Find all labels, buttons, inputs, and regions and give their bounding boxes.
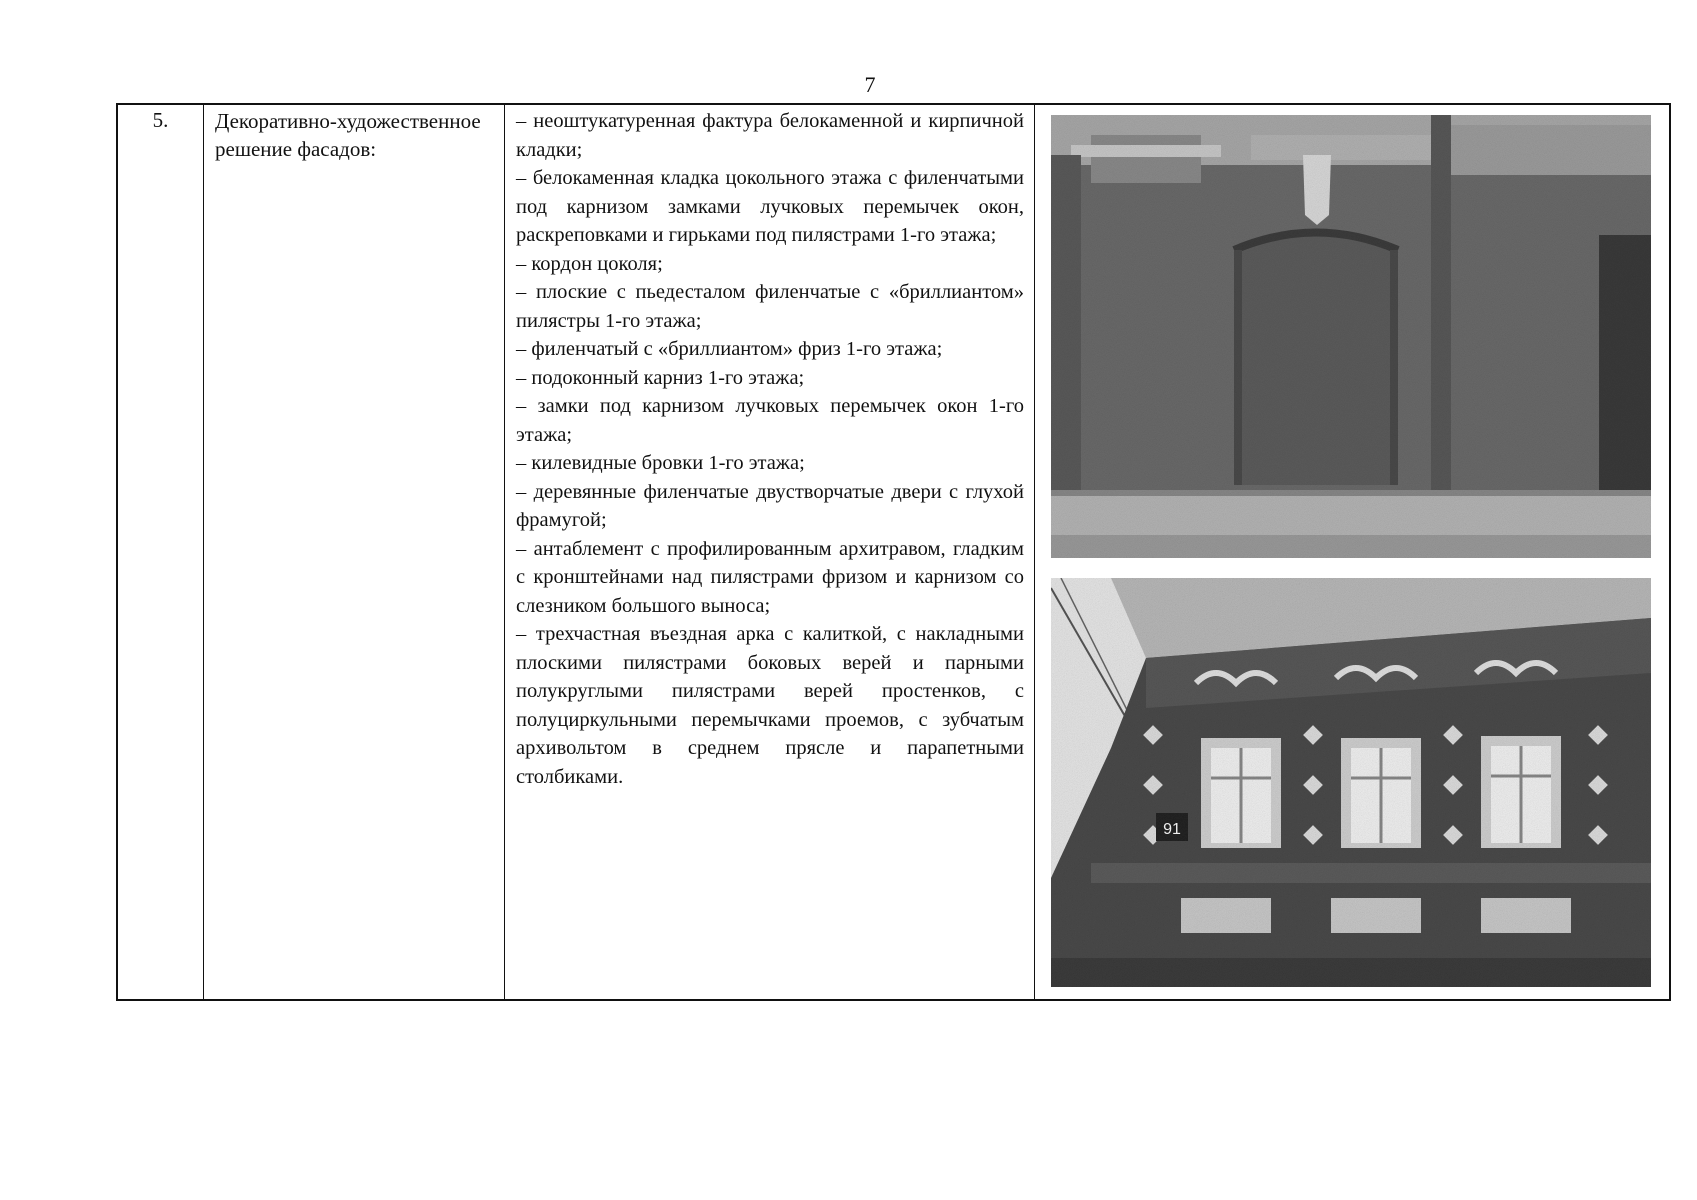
feature-item: – замки под карнизом лучковых перемычек окон 1-го этажа; — [516, 395, 1024, 446]
features-table — [116, 103, 1671, 1001]
photos-cell — [1035, 105, 1669, 999]
feature-item: – филенчатый с «бриллиантом» фриз 1-го этажа; — [516, 338, 943, 360]
feature-list — [516, 107, 1024, 791]
feature-item: – килевидные бровки 1-го этажа; — [516, 452, 805, 474]
photo-facade — [1051, 578, 1651, 987]
photo-wall-fragment — [1051, 115, 1651, 558]
row-number-cell — [118, 105, 204, 999]
feature-item: – трехчастная въездная арка с калиткой, с накладными плоскими пилястрами боковых верей и парными полукруглыми пилястрами верей простенков, с полуциркульными перемычками проемов, с зубчатым архивольтом в среднем прясле и парапетными столбиками. — [516, 623, 1024, 788]
feature-item: – белокаменная кладка цокольного этажа с филенчатыми под карнизом замками лучковых перемычек окон, раскреповками и гирьками под пилястрами 1-го этажа; — [516, 167, 1024, 246]
house-number: 91 — [1163, 821, 1181, 838]
wall-photo-image — [1051, 115, 1651, 558]
row-title-cell — [204, 105, 505, 999]
row-title: Декоративно-художественное решение фасадов: — [215, 109, 481, 161]
facade-photo-image — [1051, 578, 1651, 987]
feature-item: – неоштукатуренная фактура белокаменной и кирпичной кладки; — [516, 110, 1024, 161]
feature-item: – кордон цоколя; — [516, 252, 663, 275]
feature-item: – деревянные филенчатые двустворчатые двери с глухой фрамугой; — [516, 480, 1024, 531]
features-cell — [505, 105, 1035, 999]
feature-item: – подоконный карниз 1-го этажа; — [516, 366, 805, 389]
row-number: 5. — [152, 108, 169, 132]
feature-item: – антаблемент с профилированным архитравом, гладким с кронштейнами над пилястрами фризом и карнизом со слезником большого выноса; — [516, 537, 1024, 617]
feature-item: – плоские с пьедесталом филенчатые с «бриллиантом» пилястры 1-го этажа; — [516, 281, 1024, 332]
page-number: 7 — [864, 72, 876, 97]
